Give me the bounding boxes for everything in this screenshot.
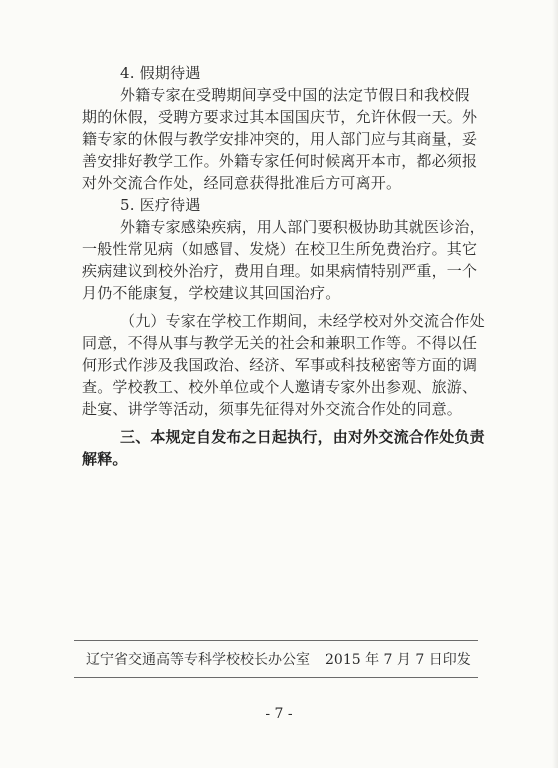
section-4-line: 对外交流合作处，经同意获得批准后方可离开。	[82, 174, 402, 192]
section-4-line: 善安排好教学工作。外籍专家任何时候离开本市，都必须报	[82, 152, 478, 170]
footer-rule-bottom	[74, 677, 478, 678]
section-4-line: 籍专家的休假与教学安排冲突的，用人部门应与其商量，妥	[82, 130, 478, 148]
section-5-line: 外籍专家感染疾病，用人部门要积极协助其就医诊治，	[120, 218, 485, 236]
footer-date: 2015 年 7 月 7 日印发	[325, 652, 471, 668]
item-9-line: 何形式作涉及我国政治、经济、军事或科技秘密等方面的调	[82, 356, 478, 374]
footer-rule-top	[74, 640, 478, 641]
section-4-heading: 4. 假期待遇	[120, 64, 201, 82]
item-9-line: 赴宴、讲学等活动，须事先征得对外交流合作处的同意。	[82, 400, 463, 418]
section-5-line: 疾病建议到校外治疗，费用自理。如果病情特别严重，一个	[82, 262, 478, 280]
document-body	[82, 62, 485, 470]
section-4-line: 期的休假，受聘方要求过其本国国庆节，允许休假一天。外	[82, 108, 478, 126]
article-3-line: 三、本规定自发布之日起执行，由对外交流合作处负责	[120, 428, 485, 446]
section-5-heading: 5. 医疗待遇	[120, 196, 201, 214]
section-5-line: 一般性常见病（如感冒、发烧）在校卫生所免费治疗。其它	[82, 240, 478, 258]
article-3-line: 解释。	[82, 450, 128, 468]
item-9-line: （九）专家在学校工作期间，未经学校对外交流合作处	[120, 312, 485, 330]
page-number: - 7 -	[265, 706, 293, 722]
scan-edge-shadow	[552, 0, 558, 768]
section-4-line: 外籍专家在受聘期间享受中国的法定节假日和我校假	[120, 86, 470, 104]
footer-issuer: 辽宁省交通高等专科学校校长办公室	[86, 652, 310, 668]
item-9-line: 查。学校教工、校外单位或个人邀请专家外出参观、旅游、	[82, 378, 478, 396]
item-9-line: 同意，不得从事与教学无关的社会和兼职工作等。不得以任	[82, 334, 478, 352]
section-5-line: 月仍不能康复，学校建议其回国治疗。	[82, 284, 341, 302]
